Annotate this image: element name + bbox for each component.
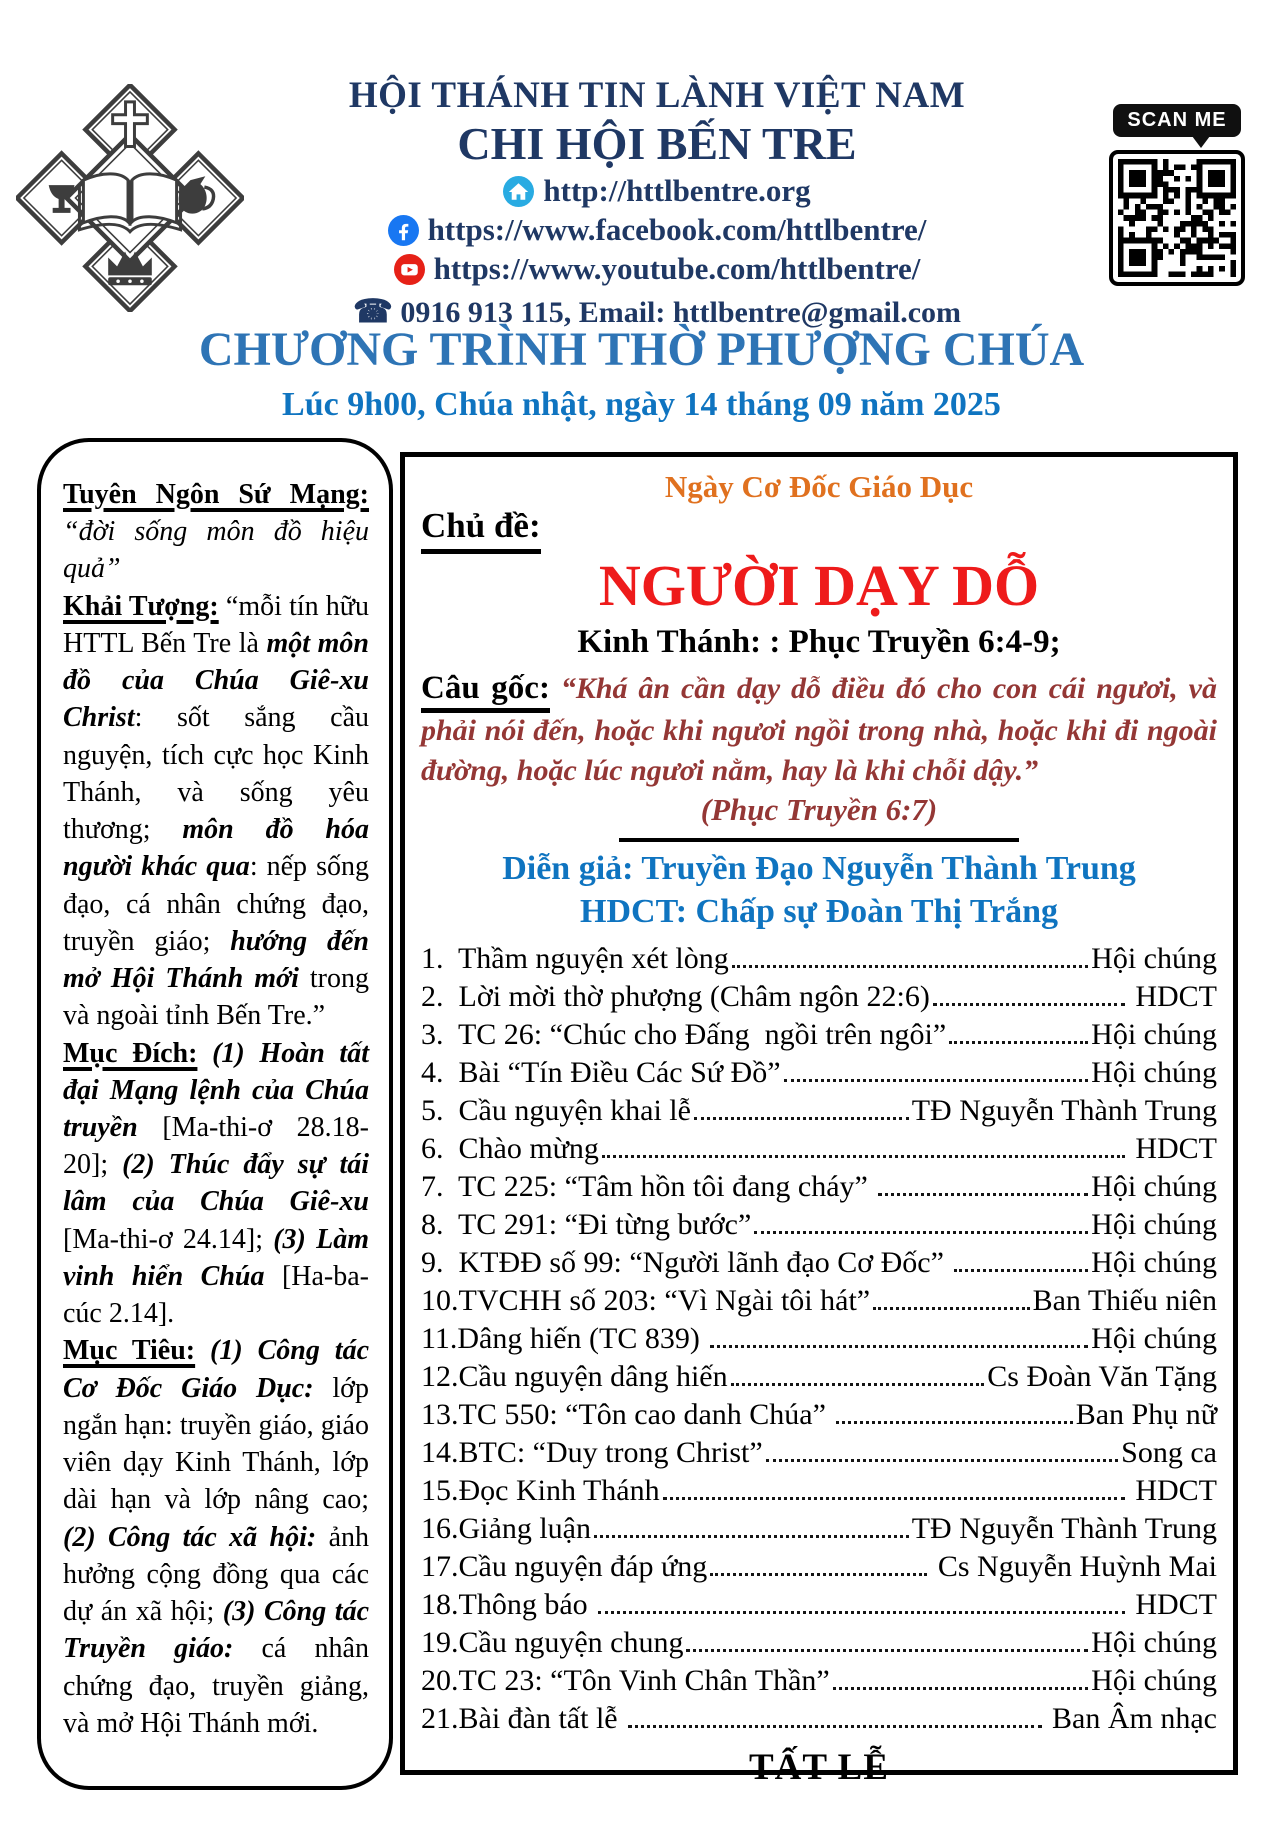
dot-leader [663, 1497, 1125, 1500]
program-row [421, 1170, 1217, 1208]
header [232, 74, 1082, 330]
dot-leader [766, 1459, 1119, 1462]
dot-leader [754, 1231, 1088, 1234]
program-item-title: 12.Cầu nguyện dâng hiến [421, 1359, 728, 1393]
phone-icon: ☎ [353, 293, 393, 329]
program-item-assignee: Hội chúng [1091, 1663, 1217, 1697]
separator-line [619, 838, 1019, 842]
program-row [421, 1094, 1217, 1132]
sidebar-paragraph [63, 476, 369, 513]
text-run: Khải Tượng: [63, 590, 219, 622]
program-row [421, 1626, 1217, 1664]
scan-me-badge: SCAN ME [1113, 104, 1240, 137]
program-item-title: 17.Cầu nguyện đáp ứng [421, 1549, 708, 1583]
branch-name: CHI HỘI BẾN TRE [457, 118, 857, 169]
text-run: hướng đến mở Hội Thánh mới [63, 925, 369, 995]
text-run: Mục Tiêu: [63, 1335, 196, 1367]
facebook-url: https://www.facebook.com/httlbentre/ [427, 212, 927, 247]
text-run: một môn đồ của Chúa Giê-xu Christ [63, 627, 369, 734]
program-item-assignee: Hội chúng [1091, 1321, 1217, 1355]
hdct-line: HDCT: Chấp sự Đoàn Thị Trắng [580, 892, 1058, 930]
program-item-assignee: Hội chúng [1091, 1169, 1217, 1203]
website-url: http://httlbentre.org [543, 173, 811, 208]
program-row [421, 980, 1217, 1018]
program-item-assignee: Hội chúng [1091, 941, 1217, 975]
qr-code [1109, 150, 1245, 286]
program-item-assignee: HDCT [1127, 1473, 1217, 1507]
program-item-assignee: Cs Đoàn Văn Tặng [987, 1359, 1217, 1393]
dot-leader [694, 1117, 909, 1120]
sidebar-paragraph [63, 513, 369, 587]
event-day-label: Ngày Cơ Đốc Giáo Dục [664, 469, 974, 504]
program-item-title: 19.Cầu nguyện chung [421, 1625, 684, 1659]
dot-leader [628, 1725, 1041, 1728]
key-verse [421, 667, 1217, 790]
text-run [197, 1038, 212, 1069]
verse-text: “Khá ân cần dạy dỗ điều đó cho con cái ngươi, và phải nói đến, hoặc khi ngươi ngồi trong nhà, hoặc khi đi ngoài đường, hoặc lúc ngươi nằm, hay là khi chỗi dậy.” [421, 672, 1217, 787]
home-icon [503, 176, 534, 207]
dot-leader [933, 1003, 1125, 1006]
dot-leader [732, 965, 1088, 968]
program-item-title: 5. Cầu nguyện khai lễ [421, 1093, 691, 1127]
program-item-title: 13.TC 550: “Tôn cao danh Chúa” [421, 1397, 834, 1431]
qr-block [1104, 104, 1250, 286]
text-run: : nếp sống đạo, cá nhân chứng đạo, truyền giáo; [63, 851, 369, 957]
text-run: cá nhân chứng đạo, truyền giảng, và mở Hội Thánh mới. [63, 1633, 369, 1739]
program-item-assignee: Hội chúng [1091, 1017, 1217, 1051]
program-row [421, 1664, 1217, 1702]
closing-label: TẤT LỄ [748, 1746, 890, 1788]
church-logo [16, 84, 244, 312]
dot-leader [949, 1041, 1088, 1044]
program-item-title: 16.Giảng luận [421, 1511, 591, 1545]
program-row [421, 942, 1217, 980]
text-run: ảnh hưởng cộng đồng qua các dự án xã hội; [63, 1521, 370, 1628]
phone-email-text[interactable]: 0916 913 115, Email: httlbentre@gmail.com [400, 296, 961, 329]
program-item-assignee: Song ca [1121, 1435, 1217, 1469]
program-row [421, 1246, 1217, 1284]
program-item-assignee: Ban Phụ nữ [1075, 1397, 1217, 1431]
org-name: HỘI THÁNH TIN LÀNH VIỆT NAM [348, 75, 966, 116]
dot-leader [836, 1421, 1072, 1424]
program-item-assignee: Ban Thiếu niên [1032, 1283, 1217, 1317]
worship-datetime: Lúc 9h00, Chúa nhật, ngày 14 tháng 09 năm 2025 [282, 386, 1001, 423]
facebook-link[interactable] [232, 212, 1082, 248]
dot-leader [784, 1079, 1089, 1082]
program-item-title: 18.Thông báo [421, 1587, 596, 1621]
program-row [421, 1360, 1217, 1398]
program-item-title: 15.Đọc Kinh Thánh [421, 1473, 660, 1507]
program-row [421, 1436, 1217, 1474]
program-item-title: 10.TVCHH số 203: “Vì Ngài tôi hát” [421, 1283, 871, 1317]
youtube-icon [394, 254, 425, 285]
program-item-assignee: Hội chúng [1091, 1625, 1217, 1659]
program-item-assignee: Cs Nguyễn Huỳnh Mai [930, 1549, 1217, 1583]
text-run: [Ma-thi-ơ 28.18-20]; [63, 1111, 369, 1181]
program-row [421, 1132, 1217, 1170]
text-run: “mỗi tín hữu HTTL Bến Tre là [63, 590, 369, 659]
program-item-title: 1. Thầm nguyện xét lòng [421, 941, 729, 975]
program-item-title: 6. Chào mừng [421, 1131, 599, 1165]
program-item-title: 20.TC 23: “Tôn Vinh Chân Thần” [421, 1663, 830, 1697]
program-item-title: 4. Bài “Tín Điều Các Sứ Đồ” [421, 1055, 781, 1089]
program-item-title: 3. TC 26: “Chúc cho Đấng ngồi trên ngôi” [421, 1017, 947, 1051]
dot-leader [731, 1383, 985, 1386]
text-run [195, 1335, 210, 1366]
program-item-title: 21.Bài đàn tất lễ [421, 1701, 626, 1735]
program-item-assignee: TĐ Nguyễn Thành Trung [911, 1511, 1217, 1545]
dot-leader [710, 1345, 1088, 1348]
program-item-title: 8. TC 291: “Đi từng bước” [421, 1207, 752, 1241]
program-row [421, 1018, 1217, 1056]
dot-leader [710, 1573, 927, 1576]
topic-title: NGƯỜI DẠY DỖ [598, 552, 1040, 618]
text-run: “đời sống môn đồ hiệu quả” [63, 516, 369, 585]
sidebar-paragraph [63, 1035, 369, 1333]
program-item-assignee: Hội chúng [1091, 1207, 1217, 1241]
youtube-link[interactable] [232, 251, 1082, 287]
text-run: : sốt sắng cầu nguyện, tích cực học Kinh Thánh, và sống yêu thương; [63, 702, 369, 846]
program-item-assignee: TĐ Nguyễn Thành Trung [911, 1093, 1217, 1127]
program-row [421, 1284, 1217, 1322]
program-row [421, 1208, 1217, 1246]
dot-leader [873, 1307, 1029, 1310]
verse-label: Câu gốc: [421, 670, 550, 713]
text-run: (3) Công tác Truyền giáo: [63, 1596, 369, 1665]
speaker-line: Diễn giả: Truyền Đạo Nguyễn Thành Trung [502, 850, 1136, 888]
program-item-assignee: Hội chúng [1091, 1055, 1217, 1089]
program-row [421, 1474, 1217, 1512]
program-row [421, 1056, 1217, 1094]
worship-title: CHƯƠNG TRÌNH THỜ PHƯỢNG CHÚA [198, 323, 1085, 376]
program-item-assignee: HDCT [1127, 979, 1217, 1013]
program-row [421, 1398, 1217, 1436]
program-row [421, 1322, 1217, 1360]
title-block [0, 322, 1283, 424]
program-item-assignee: Ban Âm nhạc [1044, 1701, 1217, 1735]
church-logo-icon [16, 84, 244, 312]
dot-leader [833, 1687, 1088, 1690]
program-item-assignee: HDCT [1127, 1587, 1217, 1621]
program-row [421, 1588, 1217, 1626]
main-program-panel [400, 452, 1238, 1788]
program-item-title: 7. TC 225: “Tâm hồn tôi đang cháy” [421, 1169, 876, 1203]
program-item-title: 2. Lời mời thờ phượng (Châm ngôn 22:6) [421, 979, 930, 1013]
text-run: (3) Làm vinh hiển Chúa [63, 1223, 369, 1292]
sidebar-paragraph [63, 588, 369, 1035]
program-row [421, 1550, 1217, 1588]
text-run: [Ha-ba-cúc 2.14]. [63, 1260, 369, 1330]
text-run: (2) Công tác xã hội: [63, 1521, 317, 1553]
scripture-reference: Kinh Thánh: : Phục Truyền 6:4-9; [577, 624, 1061, 661]
dot-leader [598, 1611, 1125, 1614]
program-list [421, 942, 1217, 1740]
mission-sidebar [37, 438, 393, 1790]
text-run: lớp ngắn hạn: truyền giáo, giáo viên dạy Kinh Thánh, lớp dài hạn và lớp nâng cao; [63, 1372, 369, 1516]
dot-leader [686, 1649, 1088, 1652]
youtube-url: https://www.youtube.com/httlbentre/ [433, 251, 921, 286]
topic-label: Chủ đề: [421, 507, 541, 554]
program-item-title: 9. KTĐĐ số 99: “Người lãnh đạo Cơ Đốc” [421, 1245, 952, 1279]
program-item-assignee: Hội chúng [1091, 1245, 1217, 1279]
text-run: (2) Thúc đẩy sự tái lâm của Chúa Giê-xu [63, 1149, 370, 1218]
program-item-assignee: HDCT [1127, 1131, 1217, 1165]
website-link[interactable] [232, 173, 1082, 209]
text-run: Mục Đích: [63, 1037, 198, 1069]
text-run: (1) Công tác Cơ Đốc Giáo Dục: [63, 1335, 369, 1404]
dot-leader [602, 1155, 1125, 1158]
dot-leader [594, 1535, 909, 1538]
program-row [421, 1512, 1217, 1550]
text-run: trong và ngoài tỉnh Bến Tre.” [63, 963, 369, 1032]
program-row [421, 1702, 1217, 1740]
dot-leader [954, 1269, 1088, 1272]
program-item-title: 11.Dâng hiến (TC 839) [421, 1321, 708, 1355]
verse-reference: (Phục Truyền 6:7) [700, 792, 938, 828]
program-item-title: 14.BTC: “Duy trong Christ” [421, 1435, 763, 1469]
text-run: Tuyên Ngôn Sứ Mạng: [63, 479, 369, 510]
dot-leader [878, 1193, 1088, 1196]
text-run: môn đồ hóa người khác qua [63, 814, 369, 883]
text-run: (1) Hoàn tất đại Mạng lệnh của Chúa truyền [63, 1037, 369, 1143]
sidebar-paragraph [63, 1332, 369, 1742]
facebook-icon [388, 215, 419, 246]
text-run: [Ma-thi-ơ 24.14]; [63, 1223, 274, 1255]
